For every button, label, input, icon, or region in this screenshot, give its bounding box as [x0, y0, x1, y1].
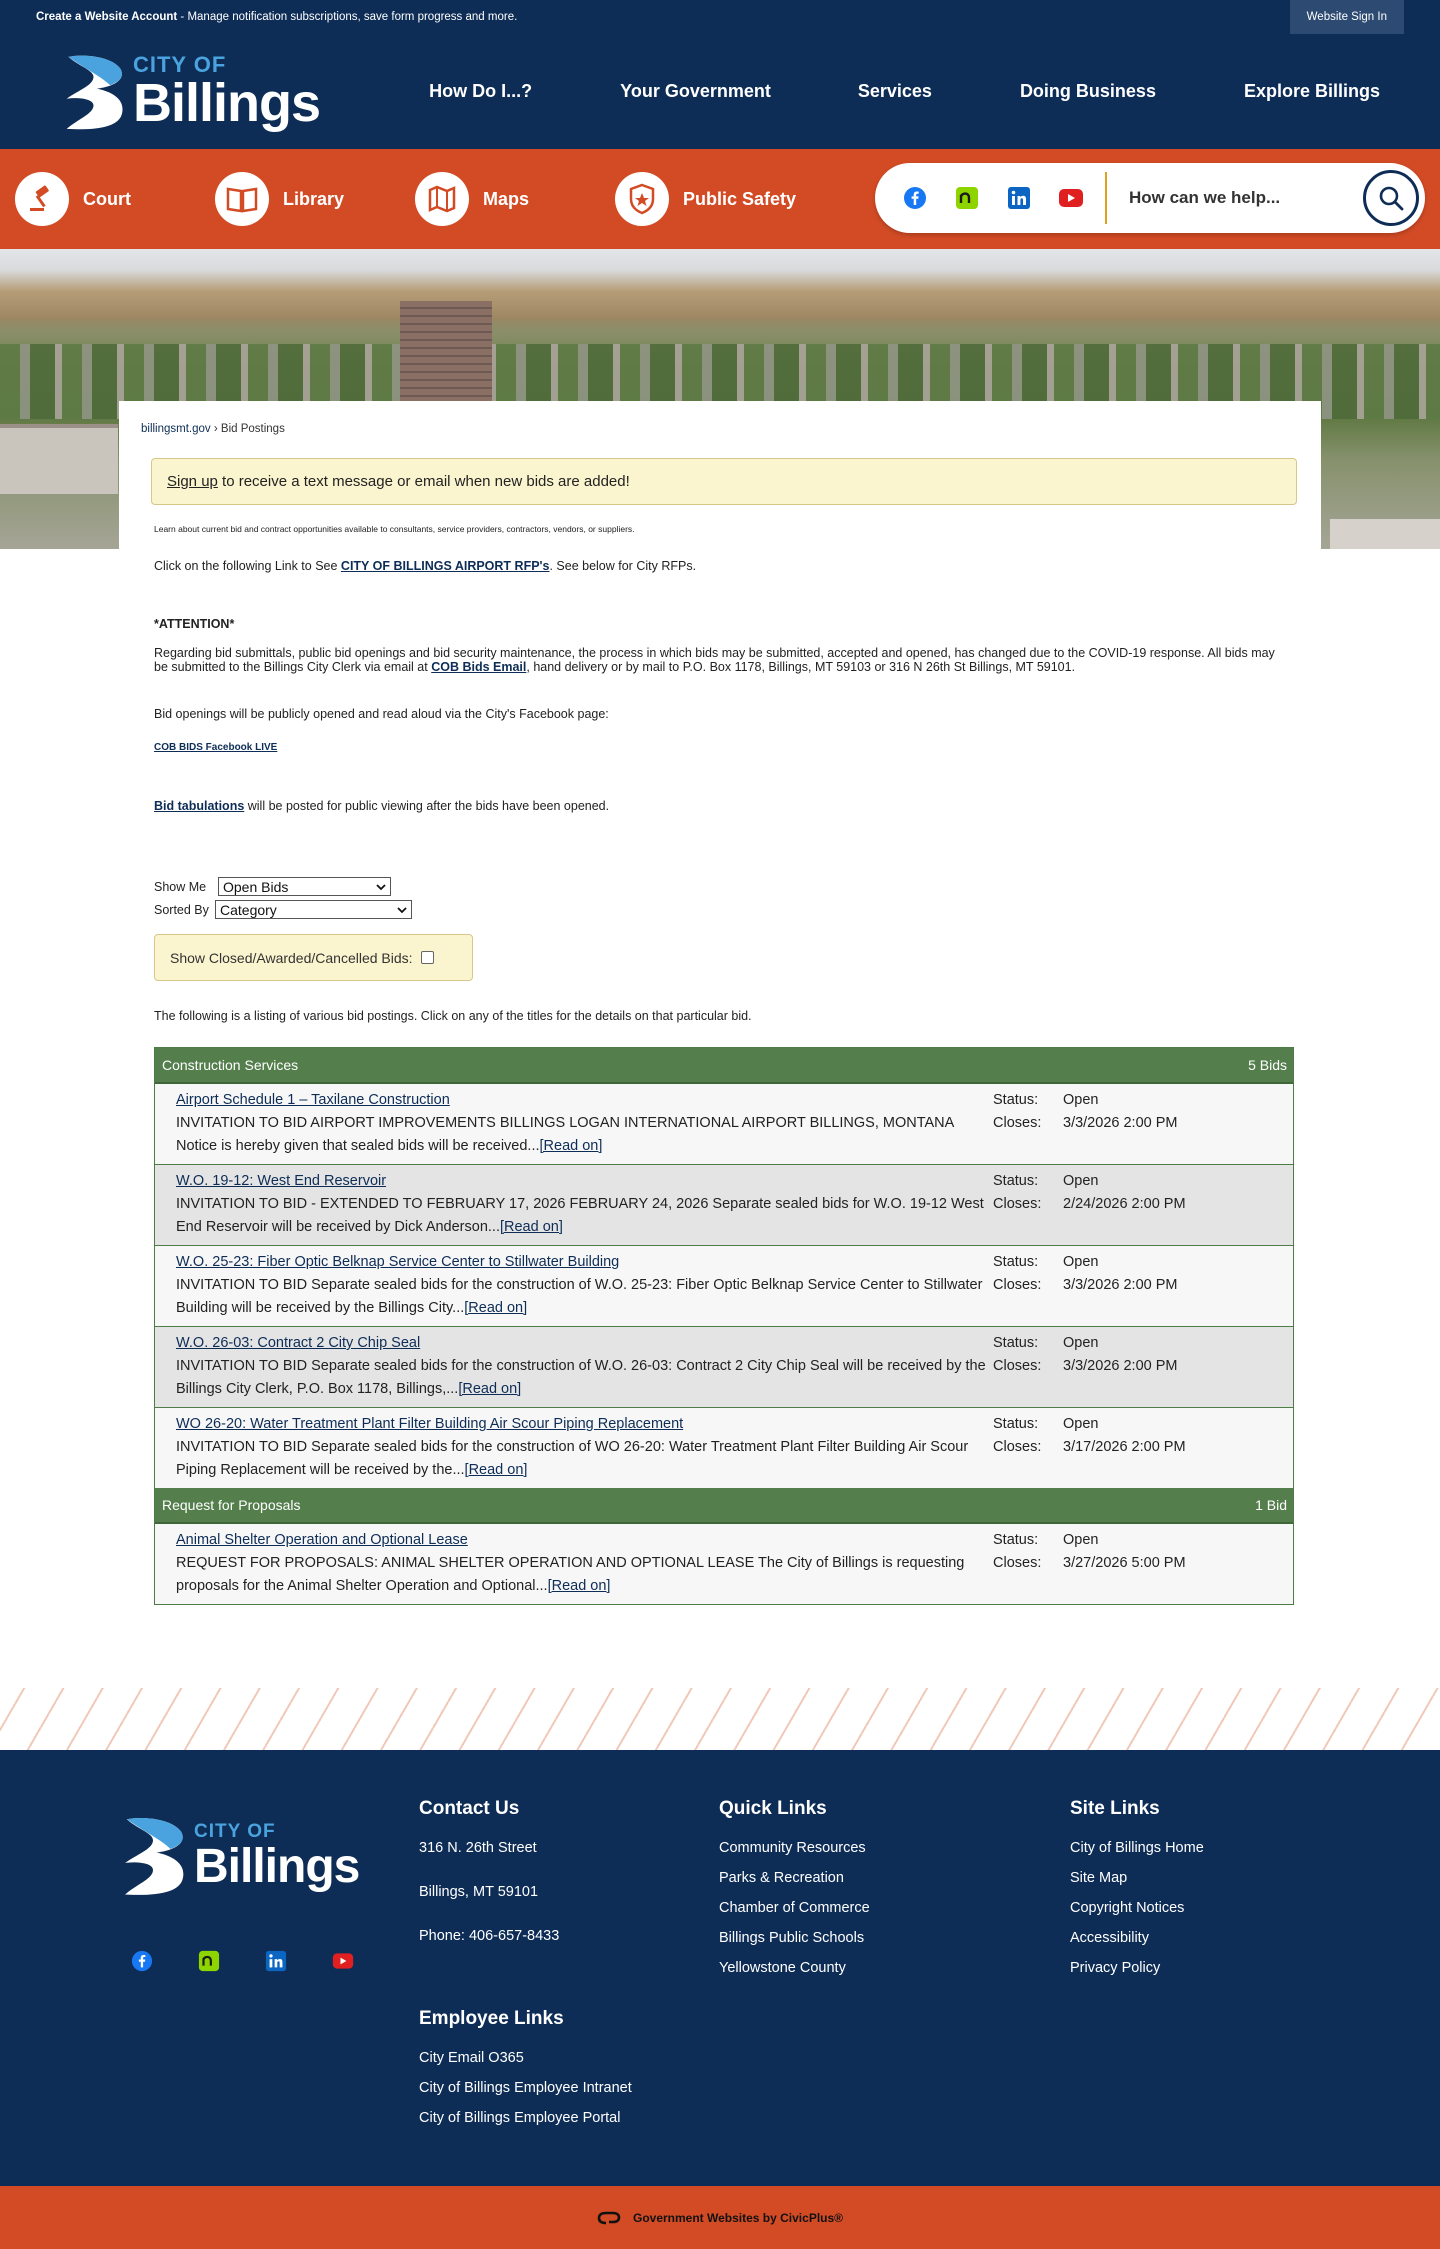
category-count: 1 Bid [1255, 1497, 1287, 1513]
airport-rfp-link[interactable]: CITY OF BILLINGS AIRPORT RFP's [340, 559, 550, 573]
civicplus-icon [597, 2211, 621, 2225]
sorted-by-value: Category [220, 901, 277, 918]
bid-row [155, 1327, 1293, 1408]
search-input[interactable]: How can we help... [1129, 188, 1281, 207]
nav-your-government[interactable]: Your Government [620, 81, 771, 101]
submittal-text-post: , hand delivery or by mail to P.O. Box 1178, Billings, MT 59103 or 316 N 26th St Billings, MT 59101. [526, 660, 1076, 674]
bid-postings-table [154, 1047, 1294, 1605]
read-on-link[interactable]: [Read on] [458, 1381, 522, 1397]
closes-label: Closes: [993, 1358, 1042, 1374]
bid-title-link[interactable]: WO 26-20: Water Treatment Plant Filter Building Air Scour Piping Replacement [176, 1416, 684, 1432]
billings-logo-mark [60, 44, 127, 140]
show-me-label: Show Me [154, 879, 207, 894]
attention-heading: *ATTENTION* [154, 617, 235, 631]
quick-link-court-label: Court [83, 188, 131, 209]
quick-links-heading: Quick Links [719, 1798, 827, 1819]
closes-label: Closes: [993, 1439, 1042, 1455]
status-value: Open [1063, 1532, 1099, 1548]
book-icon [215, 172, 269, 226]
quick-link-court[interactable] [15, 172, 215, 226]
footer-link-community-resources[interactable]: Community Resources [719, 1840, 866, 1856]
closes-label: Closes: [993, 1196, 1042, 1212]
footer-logo-name: Billings [194, 1840, 360, 1893]
bid-description: REQUEST FOR PROPOSALS: ANIMAL SHELTER OPERATION AND OPTIONAL LEASE The City of Billings is requesting proposals for the Animal Shelter Operation and Optional... [176, 1555, 965, 1594]
quick-link-public-safety[interactable] [615, 172, 815, 226]
signup-alert-text: to receive a text message or email when new bids are added! [217, 473, 630, 490]
intro-description: Learn about current bid and contract opportunities available to consultants, service providers, contractors, vendors, or suppliers. [154, 524, 635, 534]
read-on-link[interactable]: [Read on] [547, 1578, 611, 1594]
bid-filters [154, 875, 1281, 981]
facebook-live-link[interactable]: COB BIDS Facebook LIVE [154, 742, 278, 753]
quick-link-library[interactable] [215, 172, 415, 226]
airport-rfp-paragraph [154, 559, 1281, 573]
breadcrumb-home-link[interactable]: billingsmt.gov [141, 423, 211, 435]
main-content [119, 401, 1321, 1645]
submittal-text-pre: Regarding bid submittals, public bid openings and bid security maintenance, the process in which bids may be submitted, accepted and opened, has changed due to the COVID-19 response. All bids may be submitted to the Billings City Clerk via email at [154, 646, 1275, 674]
employee-links-heading: Employee Links [419, 2008, 564, 2029]
bid-row [155, 1524, 1293, 1604]
bid-description: INVITATION TO BID Separate sealed bids for the construction of WO 26-20: Water Treatment Plant Filter Building Air Scour Piping Replacement will be received by the... [176, 1439, 969, 1478]
hero-rimrocks [0, 249, 1440, 319]
bid-row [155, 1246, 1293, 1327]
account-notice-text: - Manage notification subscriptions, save form progress and more. [177, 11, 518, 23]
breadcrumb [141, 423, 1299, 435]
nav-doing-business[interactable]: Doing Business [1019, 81, 1156, 101]
social-links [901, 172, 1107, 224]
quick-link-public-safety-label: Public Safety [683, 188, 797, 209]
status-value: Open [1063, 1254, 1099, 1270]
footer-link-copyright[interactable]: Copyright Notices [1070, 1900, 1185, 1916]
bid-description: INVITATION TO BID AIRPORT IMPROVEMENTS BILLINGS LOGAN INTERNATIONAL AIRPORT BILLINGS, MONTANA Notice is hereby given that sealed bids will be received... [176, 1115, 954, 1154]
closes-value: 2/24/2026 2:00 PM [1063, 1196, 1186, 1212]
contact-heading: Contact Us [419, 1798, 520, 1819]
listing-intro: The following is a listing of various bid postings. Click on any of the titles for the details on that particular bid. [154, 1009, 752, 1023]
status-label: Status: [993, 1416, 1039, 1432]
signup-alert [151, 458, 1297, 505]
submittal-paragraph [154, 646, 1281, 674]
sorted-by-select[interactable] [215, 900, 412, 919]
footer-link-public-schools[interactable]: Billings Public Schools [719, 1930, 865, 1946]
status-label: Status: [993, 1254, 1039, 1270]
footer-link-accessibility[interactable]: Accessibility [1070, 1930, 1149, 1946]
closes-value: 3/17/2026 2:00 PM [1063, 1439, 1186, 1455]
status-label: Status: [993, 1335, 1039, 1351]
facebook-icon[interactable] [901, 184, 929, 212]
nav-explore-billings[interactable]: Explore Billings [1243, 81, 1380, 101]
quick-link-library-label: Library [283, 188, 345, 209]
read-on-link[interactable]: [Read on] [499, 1219, 563, 1235]
status-label: Status: [993, 1532, 1039, 1548]
search-bar [875, 163, 1425, 233]
show-closed-checkbox[interactable] [421, 951, 434, 964]
decorative-stripe-band [0, 1688, 1440, 1750]
footer-link-home[interactable]: City of Billings Home [1070, 1840, 1204, 1856]
category-name: Construction Services [162, 1057, 299, 1073]
bid-row [155, 1084, 1293, 1165]
bid-description: INVITATION TO BID - EXTENDED TO FEBRUARY 17, 2026 FEBRUARY 24, 2026 Separate sealed bids for W.O. 19-12 West End Reservoir will be received by Dick Anderson... [176, 1196, 984, 1235]
closes-value: 3/3/2026 2:00 PM [1063, 1277, 1178, 1293]
breadcrumb-separator: › [210, 423, 221, 435]
bid-tabulations-link[interactable]: Bid tabulations [154, 799, 245, 813]
closes-label: Closes: [993, 1115, 1042, 1131]
site-links-heading: Site Links [1070, 1798, 1160, 1819]
openings-paragraph: Bid openings will be publicly opened and read aloud via the City's Facebook page: [154, 707, 609, 721]
tabulations-text: will be posted for public viewing after the bids have been opened. [244, 799, 610, 813]
civicplus-bar [0, 2186, 1440, 2249]
chevron-down-icon [397, 906, 407, 914]
facebook-icon[interactable] [131, 1950, 153, 1972]
contact-city-line: Billings, MT 59101 [419, 1884, 539, 1900]
civicplus-link[interactable]: Government Websites by CivicPlus® [632, 2210, 844, 2225]
linkedin-icon[interactable] [1005, 184, 1033, 212]
status-value: Open [1063, 1173, 1099, 1189]
footer-link-parks-recreation[interactable]: Parks & Recreation [719, 1870, 844, 1886]
airport-rfp-text-post: . See below for City RFPs. [549, 559, 697, 573]
footer-contact [419, 1798, 559, 1971]
quick-link-maps-label: Maps [483, 188, 530, 209]
footer-link-intranet[interactable]: City of Billings Employee Intranet [419, 2080, 632, 2096]
nextdoor-icon[interactable] [198, 1950, 220, 1972]
footer-link-chamber[interactable]: Chamber of Commerce [719, 1900, 870, 1916]
footer-logo-city: CITY OF [194, 1821, 276, 1842]
bid-title-link[interactable]: Animal Shelter Operation and Optional Lease [176, 1532, 468, 1548]
footer-link-email-o365[interactable]: City Email O365 [419, 2050, 524, 2066]
footer-link-site-map[interactable]: Site Map [1070, 1870, 1128, 1886]
logo-city-text: CITY OF [132, 51, 227, 77]
hero-building-right [1330, 519, 1440, 549]
account-notice[interactable] [36, 11, 517, 23]
quick-links-bar [0, 149, 1440, 249]
site-header [0, 34, 1440, 149]
search-button[interactable] [1363, 170, 1419, 226]
quick-link-maps[interactable] [415, 172, 615, 226]
youtube-icon[interactable] [1057, 184, 1085, 212]
status-value: Open [1063, 1335, 1099, 1351]
linkedin-icon[interactable] [265, 1950, 287, 1972]
category-header [155, 1048, 1293, 1084]
create-account-link[interactable]: Create a Website Account [36, 11, 178, 23]
show-me-select[interactable] [218, 877, 391, 896]
closes-label: Closes: [993, 1277, 1042, 1293]
website-sign-in-button[interactable]: Website Sign In [1290, 0, 1404, 34]
youtube-icon[interactable] [332, 1950, 354, 1972]
read-on-link[interactable]: [Read on] [464, 1300, 528, 1316]
hero-tower-building [400, 301, 492, 411]
airport-rfp-text-pre: Click on the following Link to See [154, 559, 341, 573]
bid-title-link[interactable]: Airport Schedule 1 – Taxilane Construction [176, 1092, 450, 1108]
read-on-link[interactable]: [Read on] [539, 1138, 603, 1154]
closes-value: 3/27/2026 5:00 PM [1063, 1555, 1186, 1571]
footer-link-privacy[interactable]: Privacy Policy [1070, 1960, 1161, 1976]
search-icon [1378, 185, 1404, 211]
nextdoor-icon[interactable] [953, 184, 981, 212]
show-closed-box [154, 934, 473, 981]
contact-phone: Phone: 406-657-8433 [419, 1928, 560, 1944]
category-header [155, 1488, 1293, 1524]
footer-site-links [1070, 1798, 1204, 1989]
bid-row [155, 1408, 1293, 1488]
status-label: Status: [993, 1092, 1039, 1108]
hero-building-left [0, 424, 118, 494]
logo-name-text: Billings [132, 72, 320, 133]
chevron-down-icon [376, 883, 386, 891]
contact-address-line: 316 N. 26th Street [419, 1840, 537, 1856]
city-logo[interactable] [60, 44, 320, 140]
footer-employee-links [419, 2008, 632, 2139]
sign-up-link[interactable]: Sign up [167, 473, 218, 490]
footer-link-yellowstone-county[interactable]: Yellowstone County [719, 1960, 846, 1976]
closes-value: 3/3/2026 2:00 PM [1063, 1115, 1178, 1131]
status-value: Open [1063, 1416, 1099, 1432]
tabulations-paragraph [154, 799, 1281, 813]
gavel-icon [15, 172, 69, 226]
footer-logo[interactable] [118, 1810, 359, 1902]
bid-title-link[interactable]: W.O. 26-03: Contract 2 City Chip Seal [176, 1335, 421, 1351]
bid-row [155, 1165, 1293, 1246]
closes-label: Closes: [993, 1555, 1042, 1571]
nav-how-do-i[interactable]: How Do I...? [429, 81, 533, 101]
footer-quick-links [719, 1798, 870, 1989]
category-count: 5 Bids [1248, 1057, 1287, 1073]
main-navigation [429, 81, 1380, 102]
sorted-by-label: Sorted By [154, 902, 209, 917]
account-notice-bar [0, 0, 1440, 34]
category-name: Request for Proposals [162, 1497, 301, 1513]
footer-link-employee-portal[interactable]: City of Billings Employee Portal [419, 2110, 621, 2126]
show-me-value: Open Bids [223, 878, 289, 895]
badge-icon [615, 172, 669, 226]
read-on-link[interactable]: [Read on] [464, 1462, 528, 1478]
nav-services[interactable]: Services [857, 81, 932, 101]
site-footer [0, 1750, 1440, 2186]
status-label: Status: [993, 1173, 1039, 1189]
show-closed-label: Show Closed/Awarded/Cancelled Bids: [170, 949, 413, 966]
map-icon [415, 172, 469, 226]
billings-logo-mark [118, 1810, 188, 1902]
bid-title-link[interactable]: W.O. 19-12: West End Reservoir [176, 1173, 387, 1189]
bid-description: INVITATION TO BID Separate sealed bids for the construction of W.O. 25-23: Fiber Optic Belknap Service Center to Stillwater Building will be received by the Billings City... [176, 1277, 983, 1316]
closes-value: 3/3/2026 2:00 PM [1063, 1358, 1178, 1374]
bid-description: INVITATION TO BID Separate sealed bids for the construction of W.O. 26-03: Contract 2 City Chip Seal will be received by the Billings City Clerk, P.O. Box 1178, Billings,... [176, 1358, 986, 1397]
breadcrumb-current: Bid Postings [220, 423, 285, 435]
cob-bids-email-link[interactable]: COB Bids Email [431, 660, 527, 674]
footer-social-links [131, 1950, 354, 1972]
status-value: Open [1063, 1092, 1099, 1108]
bid-title-link[interactable]: W.O. 25-23: Fiber Optic Belknap Service Center to Stillwater Building [176, 1254, 620, 1270]
